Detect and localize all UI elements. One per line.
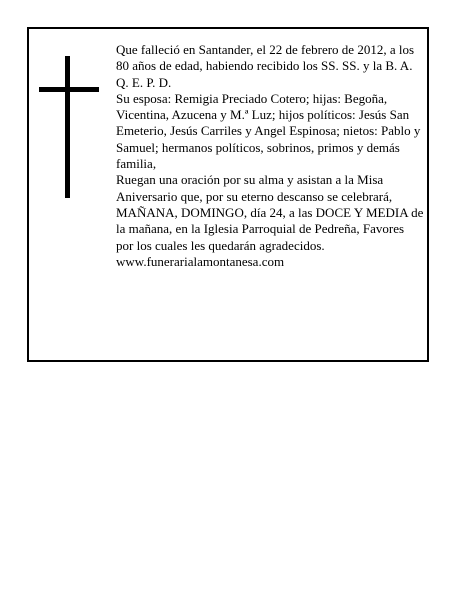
family-list: Su esposa: Remigia Preciado Cotero; hijas: Begoña, Vicentina, Azucena y M.ª Luz; hijos políticos: Jesús San Emeterio, Jesús Carriles y Angel Espinosa; nietos: Pablo y Samuel; hermanos políticos, sobrinos, primos y demás familia, [116,90,421,172]
rest-in-peace-line: Q. E. P. D. [116,74,172,90]
cross-horizontal-bar [39,87,99,92]
death-announcement: Que falleció en Santander, el 22 de febrero de 2012, a los 80 años de edad, habiendo recibido los SS. SS. y la B. A. [116,42,415,74]
latin-cross-icon [39,56,99,198]
obituary-notice [27,27,429,362]
cross-vertical-bar [65,56,70,198]
mass-invitation: Ruegan una oración por su alma y asistan a la Misa Aniversario que, por su eterno descanso se celebrará, MAÑANA, DOMINGO, día 24, a las DOCE Y MEDIA de la mañana, en la Iglesia Parroquial de Pedreña, Favores por los cuales les quedarán agradecidos. [116,172,424,253]
notice-text [116,42,424,270]
funeral-home-website: www.funerarialamontanesa.com [116,253,285,269]
